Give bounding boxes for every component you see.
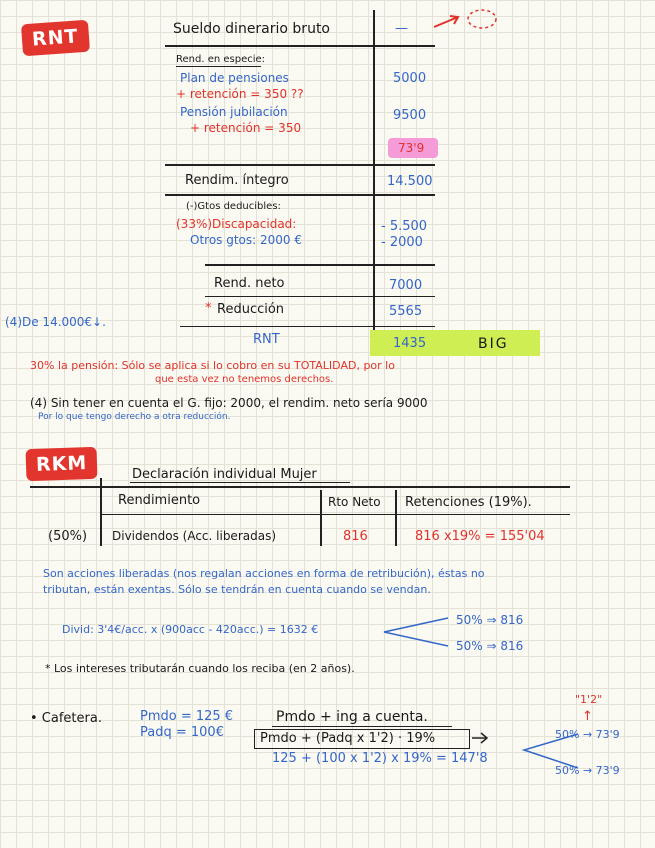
- pension-retencion-note: + retención = 350: [190, 121, 302, 135]
- rkm-col-rto-neto: Rto Neto: [328, 495, 381, 509]
- rkm-row-percent: (50%): [48, 529, 88, 544]
- arrow-up-icon: ↑: [582, 709, 593, 724]
- cafetera-pmdo: Pmdo = 125 €: [140, 709, 234, 724]
- otros-gastos-label: Otros gtos: 2000 €: [190, 233, 302, 247]
- intereses-note: * Los intereses tributarán cuando los reciba (en 2 años).: [45, 662, 355, 675]
- rkm-col-retenciones: Retenciones (19%).: [405, 495, 532, 510]
- integro-value: 14.500: [387, 174, 433, 189]
- integro-bottom-rule: [165, 194, 435, 196]
- cafetera-split-2: 50% → 73'9: [555, 764, 620, 777]
- rnt-badge: RNT: [21, 20, 90, 57]
- side-note: (4)De 14.000€↓.: [5, 315, 106, 329]
- neto-bottom-rule: [205, 296, 435, 297]
- top-note: "1'2": [575, 693, 603, 706]
- integro-top-rule: [165, 164, 435, 166]
- rkm-col-divider-2: [320, 490, 322, 546]
- divid-formula: Divid: 3'4€/acc. x (900acc - 420acc.) = 1632 €: [62, 623, 319, 636]
- note-1-line-2: que esta vez no tenemos derechos.: [155, 374, 334, 385]
- rkm-row-retencion: 816 x19% = 155'04: [415, 529, 545, 544]
- rkm-explain-line-2: tributan, están exentas. Sólo se tendrán en cuenta cuando se vendan.: [43, 583, 431, 596]
- rnt-table-vertical-divider: [373, 10, 375, 355]
- reduccion-value: 5565: [389, 304, 423, 319]
- formula-title-underline: [272, 726, 452, 727]
- rkm-row-neto: 816: [343, 529, 368, 544]
- big-label: BIG: [478, 336, 509, 352]
- especie-underline: [176, 66, 261, 67]
- arrow-doodle-icon: [430, 5, 505, 35]
- pension-jubilacion-label: Pensión jubilación: [180, 105, 288, 119]
- especie-label: Rend. en especie:: [176, 54, 266, 65]
- highlight-value: 73'9: [398, 141, 425, 155]
- divid-split-brace-icon: [380, 612, 450, 652]
- rnt-header-rule: [165, 45, 435, 47]
- neto-label: Rend. neto: [214, 276, 285, 291]
- discapacidad-label: (33%)Discapacidad:: [176, 217, 297, 231]
- note-1-line-1: 30% la pensión: Sólo se aplica si lo cobro en su TOTALIDAD, por lo: [30, 359, 395, 372]
- rnt-header-label: Sueldo dinerario bruto: [173, 21, 330, 37]
- reduccion-star-icon: *: [205, 301, 212, 316]
- note-2-line-2: Por lo que tengo derecho a otra reducción.: [38, 412, 231, 422]
- rkm-header-rule: [30, 486, 570, 488]
- rkm-col-divider-3: [395, 490, 397, 546]
- discapacidad-value: - 5.500: [381, 219, 428, 234]
- plan-retencion-note: + retención = 350 ??: [176, 87, 304, 101]
- pension-value: 9500: [393, 108, 427, 123]
- rkm-badge: RKM: [25, 447, 97, 481]
- rnt-top-rule: [180, 326, 435, 327]
- cafetera-split-1: 50% → 73'9: [555, 728, 620, 741]
- plan-pensiones-label: Plan de pensiones: [180, 71, 289, 85]
- cafetera-padq: Padq = 100€: [140, 725, 224, 740]
- rkm-explain-line-1: Son acciones liberadas (nos regalan acciones en forma de retribución), éstas no: [43, 567, 485, 580]
- rkm-col-divider-1: [100, 478, 102, 546]
- cafetera-label: • Cafetera.: [30, 711, 102, 726]
- rnt-value: 1435: [393, 336, 427, 351]
- rkm-subheader-rule: [100, 514, 570, 515]
- rnt-header-value: —: [395, 21, 408, 36]
- rkm-title: Declaración individual Mujer: [132, 467, 317, 482]
- gastos-label: (-)Gtos deducibles:: [186, 201, 281, 212]
- rkm-title-underline: [130, 482, 350, 483]
- note-2-line-1: (4) Sin tener en cuenta el G. fijo: 2000, el rendim. neto sería 9000: [30, 396, 428, 410]
- formula-arrow-icon: [471, 731, 491, 745]
- reduccion-label: Reducción: [217, 302, 285, 317]
- neto-value: 7000: [389, 278, 423, 293]
- formula-box-text: Pmdo + (Padq x 1'2) · 19%: [260, 731, 436, 746]
- rkm-row-label: Dividendos (Acc. liberadas): [112, 529, 277, 543]
- rnt-label: RNT: [253, 332, 280, 347]
- divid-split-1: 50% ⇒ 816: [456, 613, 524, 627]
- formula-result: 125 + (100 x 1'2) x 19% = 147'8: [272, 751, 488, 766]
- otros-gastos-value: - 2000: [381, 235, 423, 250]
- divid-split-2: 50% ⇒ 816: [456, 639, 524, 653]
- formula-title: Pmdo + ing a cuenta.: [276, 709, 428, 725]
- rkm-col-rendimiento: Rendimiento: [118, 493, 201, 508]
- integro-label: Rendim. íntegro: [185, 173, 289, 188]
- neto-top-rule: [205, 264, 435, 266]
- plan-value: 5000: [393, 71, 427, 86]
